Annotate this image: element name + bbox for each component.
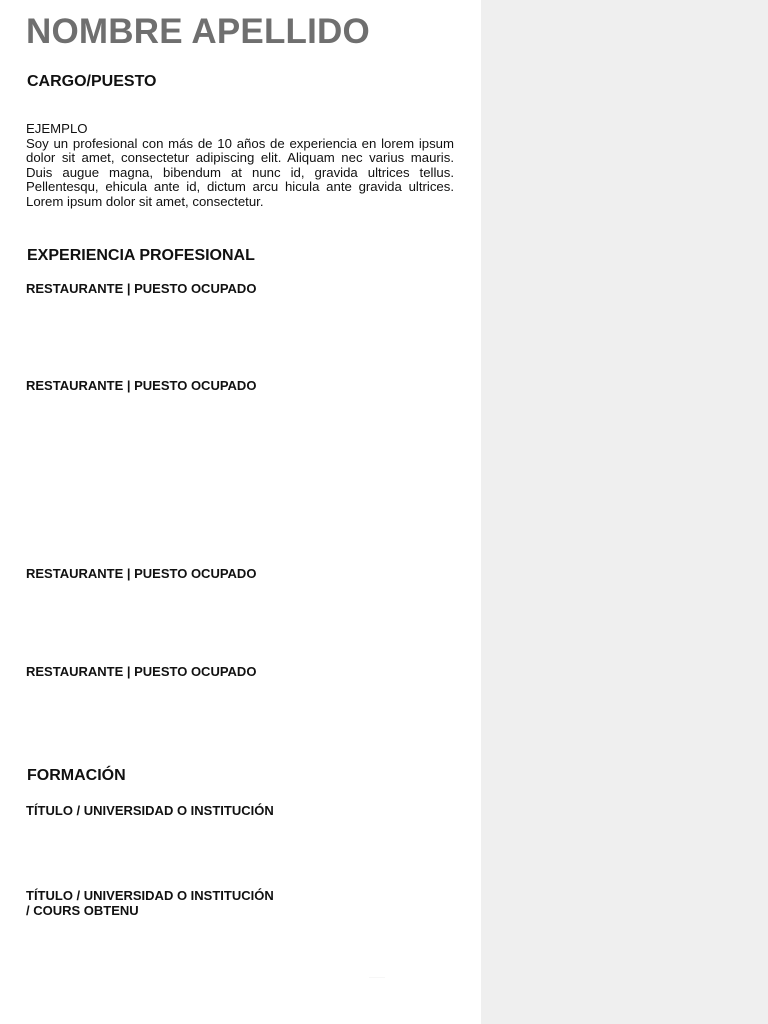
education-entry-line: TÍTULO / UNIVERSIDAD O INSTITUCIÓN bbox=[26, 888, 274, 903]
experience-entry: RESTAURANTE | PUESTO OCUPADO bbox=[26, 566, 257, 581]
summary-text: Soy un profesional con más de 10 años de experiencia en lorem ipsum dolor sit amet, consectetur adipiscing elit. Aliquam nec varius mauris. Duis augue magna, bibendum at nunc id, gravida ultrices tellus. Pellentesqu, ehicula ante id, dictum arcu hicula ante gravida ultrices. Lorem ipsum dolor sit amet, consectetur. bbox=[26, 135, 454, 209]
experience-entry: RESTAURANTE | PUESTO OCUPADO bbox=[26, 664, 257, 679]
footer-watermark: ················ bbox=[369, 975, 385, 979]
education-entry bbox=[26, 888, 274, 918]
experience-section-title: EXPERIENCIA PROFESIONAL bbox=[27, 247, 255, 264]
job-title: CARGO/PUESTO bbox=[27, 73, 157, 90]
education-entry-line: / COURS OBTENU bbox=[26, 903, 139, 918]
education-entry-line: TÍTULO / UNIVERSIDAD O INSTITUCIÓN bbox=[26, 803, 274, 818]
summary-label: EJEMPLO bbox=[26, 121, 88, 136]
education-section-title: FORMACIÓN bbox=[27, 767, 126, 784]
education-entry bbox=[26, 803, 274, 818]
experience-entry: RESTAURANTE | PUESTO OCUPADO bbox=[26, 378, 257, 393]
right-sidebar-panel bbox=[481, 0, 768, 1024]
person-name: NOMBRE APELLIDO bbox=[26, 12, 370, 51]
experience-entry: RESTAURANTE | PUESTO OCUPADO bbox=[26, 281, 257, 296]
profile-summary bbox=[26, 122, 454, 210]
